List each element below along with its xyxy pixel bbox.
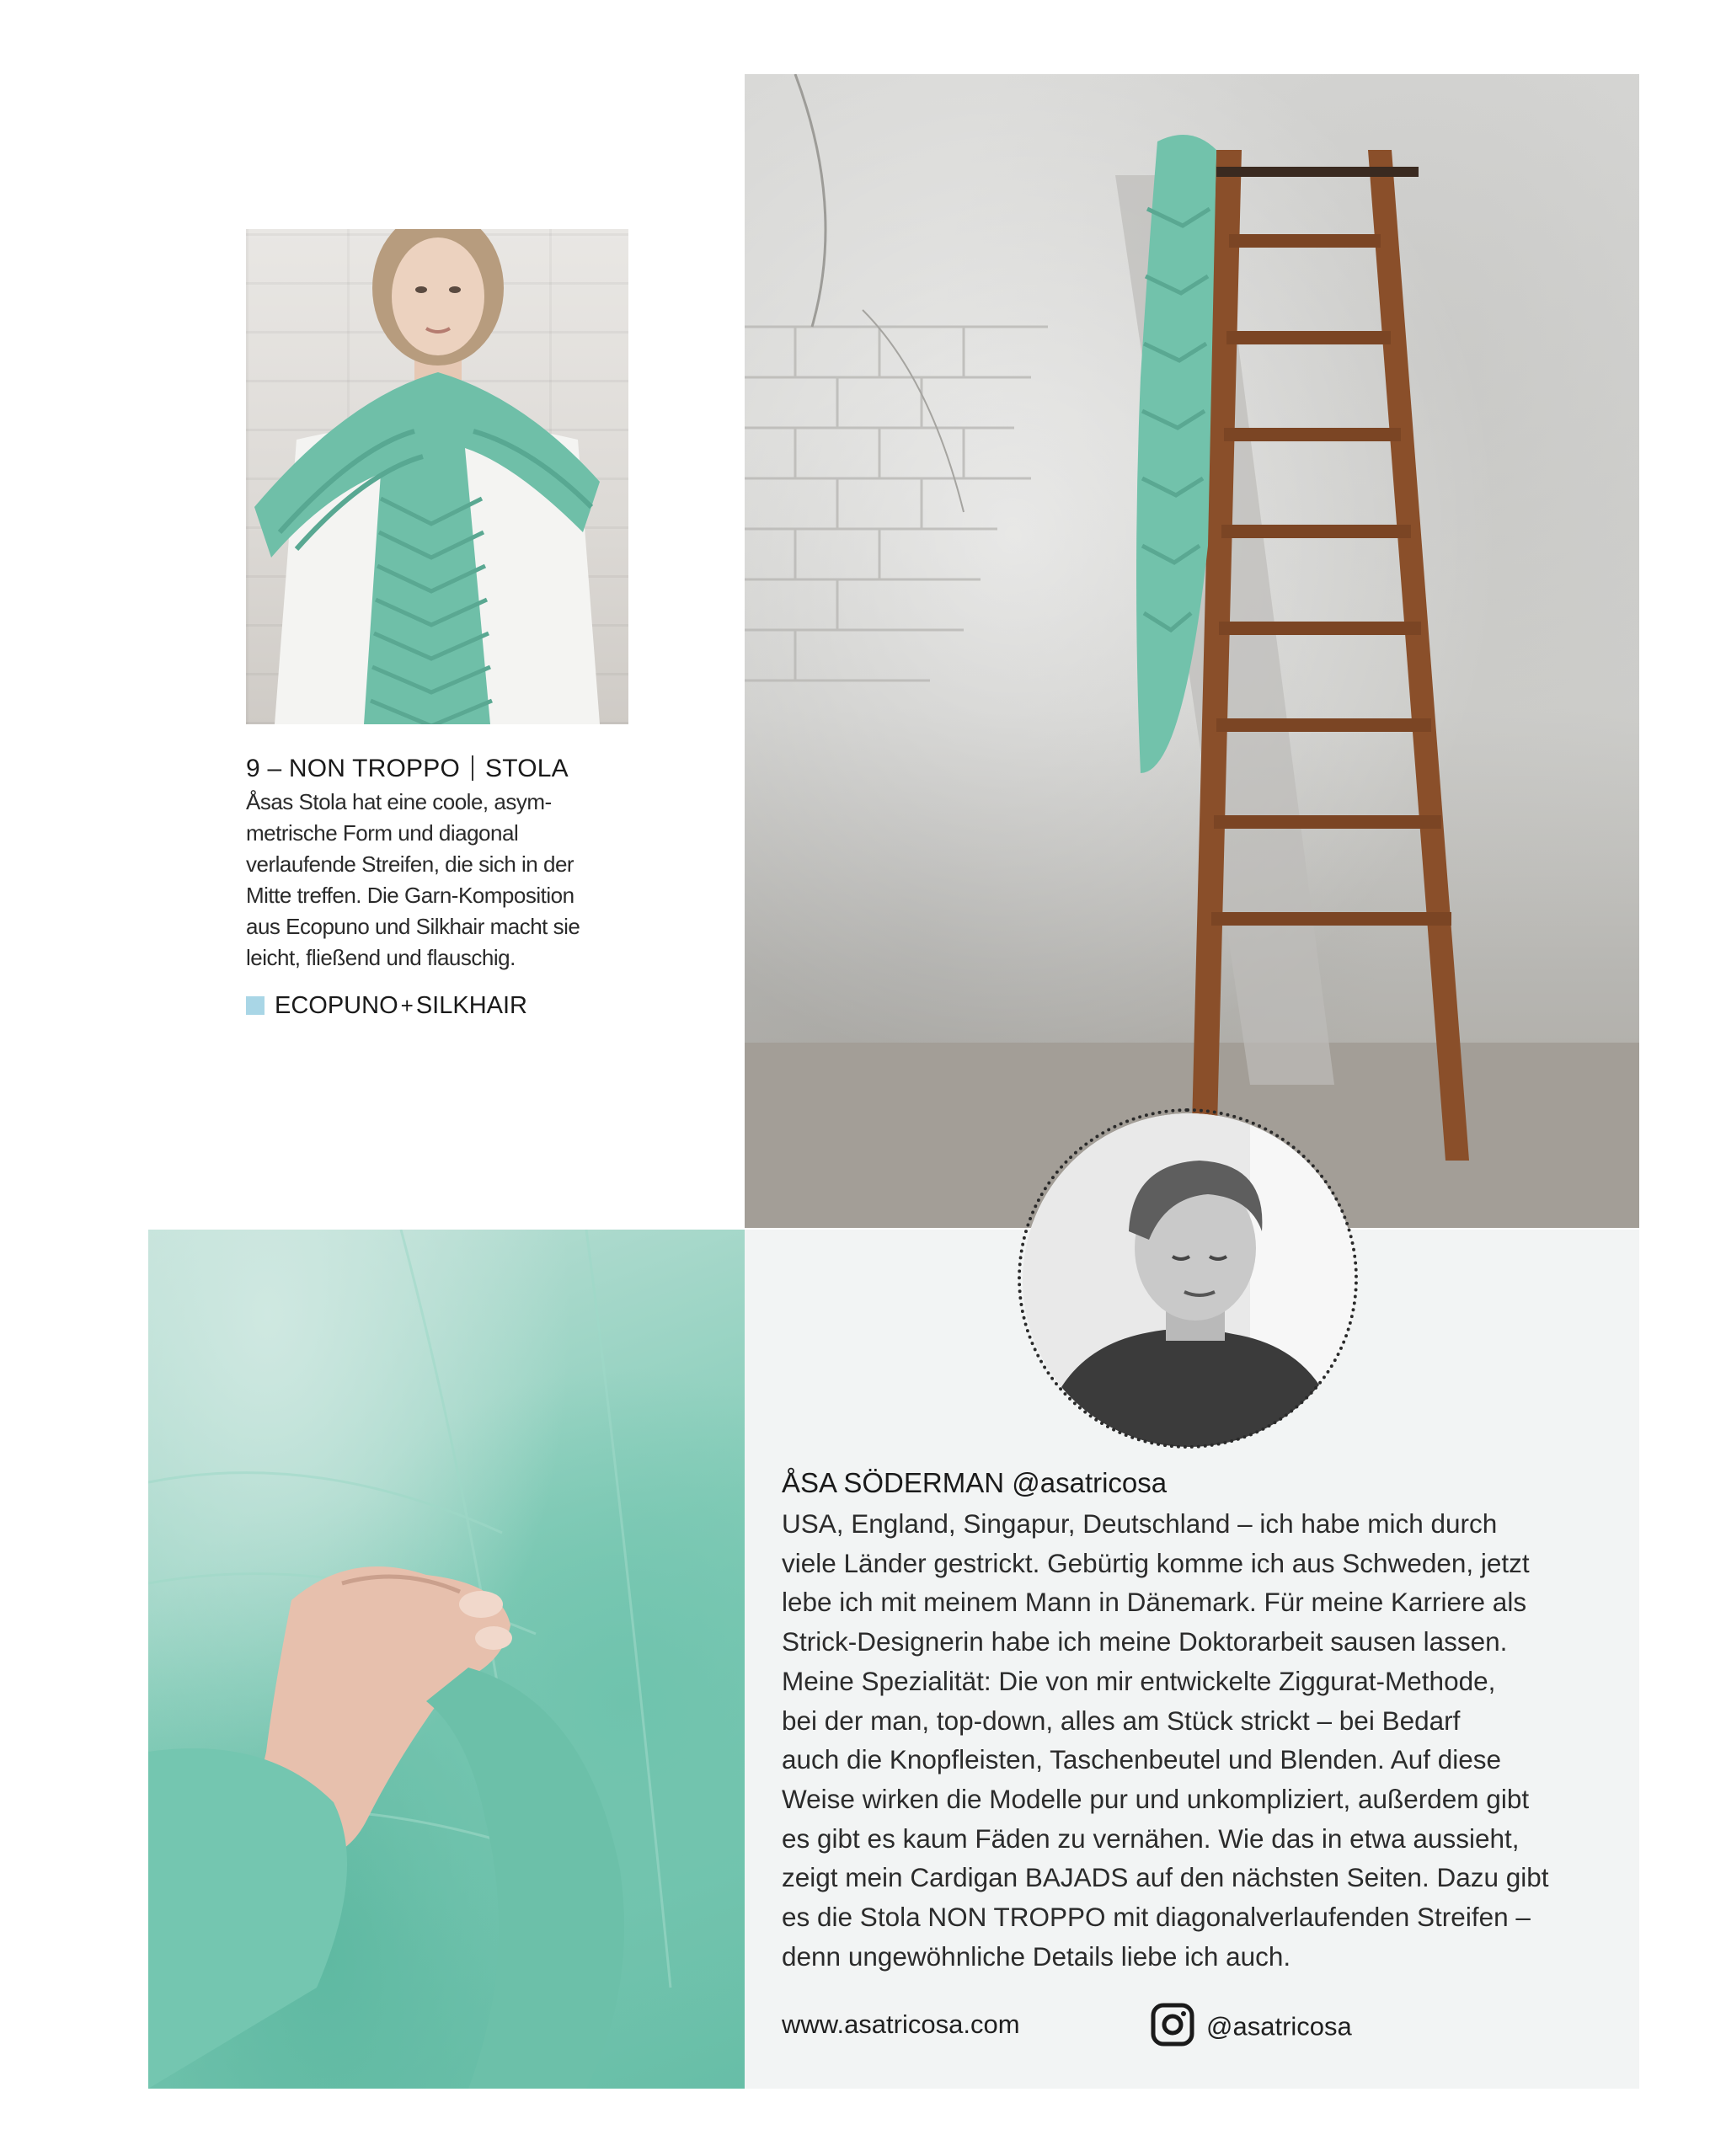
photo-hand-holding-knit: [148, 1230, 745, 2089]
bio-line: auch die Knopfleisten, Taschenbeutel und Blenden. Auf diese: [782, 1744, 1502, 1775]
product-title: [246, 755, 569, 783]
bio-line: viele Länder gestrickt. Gebürtig komme ich aus Schweden, jetzt: [782, 1547, 1530, 1578]
bio-line: Meine Spezialität: Die von mir entwickelte Ziggurat-Methode,: [782, 1665, 1496, 1696]
yarn-plus: +: [400, 993, 414, 1018]
photo-model-with-scarf: [246, 229, 628, 724]
yarn-a: ECOPUNO: [275, 992, 398, 1019]
hand-illustration: [148, 1230, 745, 2089]
bio-line: Strick-Designerin habe ich meine Doktorarbeit sausen lassen.: [782, 1626, 1508, 1657]
description-line: aus Ecopuno und Silkhair macht sie: [246, 914, 580, 939]
product-type: STOLA: [485, 755, 569, 782]
instagram-icon: [1151, 2003, 1194, 2051]
instagram-link[interactable]: [1151, 2003, 1352, 2051]
description-line: metrische Form und diagonal: [246, 820, 519, 846]
bio-name: ÅSA SÖDERMAN @asatricosa: [782, 1467, 1168, 1498]
description-line: leicht, fließend und flauschig.: [246, 945, 516, 970]
bio-line: Weise wirken die Modelle pur und unkompliziert, außerdem gibt: [782, 1783, 1530, 1814]
yarn-info: [246, 992, 527, 1020]
description-line: Mitte treffen. Die Garn-Komposition: [246, 883, 574, 908]
product-description: [246, 787, 642, 974]
bio-line: zeigt mein Cardigan BAJADS auf den nächsten Seiten. Dazu gibt: [782, 1862, 1549, 1893]
description-line: Åsas Stola hat eine coole, asym-: [246, 789, 552, 814]
photo-scarf-on-ladder: [745, 74, 1639, 1228]
yarn-b: SILKHAIR: [415, 992, 527, 1019]
bio-line: es die Stola NON TROPPO mit diagonalverlaufenden Streifen –: [782, 1902, 1531, 1933]
instagram-handle: @asatricosa: [1206, 2011, 1352, 2041]
bio-line: denn ungewöhnliche Details liebe ich auch.: [782, 1940, 1291, 1972]
description-line: verlaufende Streifen, die sich in der: [246, 851, 574, 877]
product-name: NON TROPPO: [288, 755, 461, 782]
product-dash: –: [267, 755, 282, 782]
bio-text: [782, 1504, 1624, 1976]
title-separator: [472, 755, 473, 781]
product-number: 9: [246, 755, 260, 782]
bio-line: bei der man, top-down, alles am Stück strickt – bei Bedarf: [782, 1705, 1461, 1736]
portrait-illustration: [246, 229, 628, 724]
bio-line: USA, England, Singapur, Deutschland – ich habe mich durch: [782, 1508, 1498, 1539]
yarn-color-swatch: [246, 996, 265, 1015]
bio-line: lebe ich mit meinem Mann in Dänemark. Für meine Karriere als: [782, 1587, 1527, 1618]
ladder-illustration: [745, 74, 1639, 1228]
bio-line: es gibt es kaum Fäden zu vernähen. Wie das in etwa aussieht,: [782, 1822, 1520, 1854]
website-link[interactable]: www.asatricosa.com: [782, 2009, 1020, 2039]
avatar-dotted-ring: [1018, 1108, 1358, 1449]
